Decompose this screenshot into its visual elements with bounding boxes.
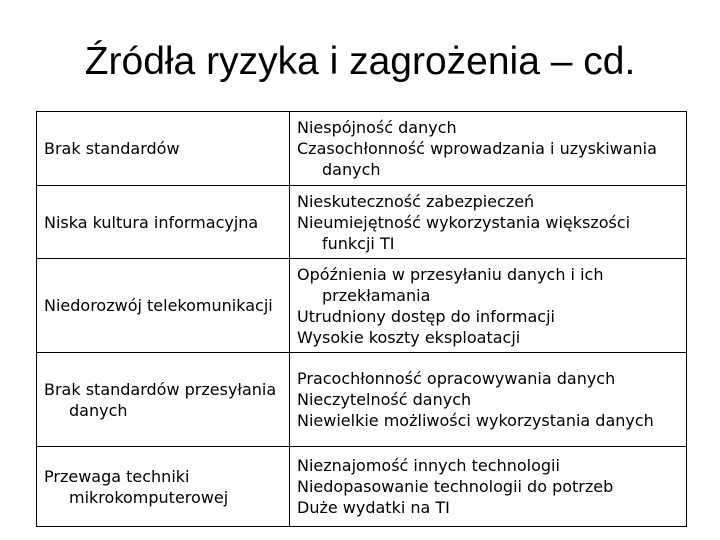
threat-item: Duże wydatki na TI [297,498,450,517]
risk-threats-cell [290,112,687,186]
risk-threats-cell [290,447,687,527]
risk-source-cell [37,186,290,259]
slide-title: Źródła ryzyka i zagrożenia – cd. [84,40,636,83]
threat-item: Niewielkie możliwości wykorzystania danych [297,411,654,430]
threat-item: Nieznajomość innych technologii [297,456,560,475]
threat-item: Utrudniony dostęp do informacji [297,306,555,326]
threat-item: Czasochłonność wprowadzania i uzyskiwania danych [297,139,657,179]
risk-source-text: Niedorozwój telekomunikacji [44,296,273,315]
risk-threats-cell [290,353,687,447]
threat-item: Nieskuteczność zabezpieczeń [297,191,535,211]
threat-item: Nieczytelność danych [297,390,472,409]
table-row [37,259,687,353]
risk-source-cell [37,353,290,447]
risk-source-cell [37,447,290,527]
threat-item: Pracochłonność opracowywania danych [297,369,616,388]
risk-source-text: Brak standardów [44,139,180,158]
risk-threats-cell [290,186,687,259]
threat-item: Nieumiejętność wykorzystania większości funkcji TI [297,212,631,253]
table-row [37,353,687,447]
threat-item: Niedopasowanie technologii do potrzeb [297,477,614,496]
risk-table [36,111,687,527]
risk-source-text: Przewaga techniki mikrokomputerowej [44,466,229,507]
table-row [37,112,687,186]
risk-source-text: Brak standardów przesyłania danych [44,379,277,420]
table-row [37,186,687,259]
threat-item: Niespójność danych [297,118,457,137]
risk-source-cell [37,259,290,353]
threat-item: Opóźnienia w przesyłaniu danych i ich przekłamania [297,264,604,305]
risk-source-text: Niska kultura informacyjna [44,212,259,232]
risk-threats-cell [290,259,687,353]
table-row [37,447,687,527]
risk-source-cell [37,112,290,186]
threat-item: Wysokie koszty eksploatacji [297,327,521,347]
